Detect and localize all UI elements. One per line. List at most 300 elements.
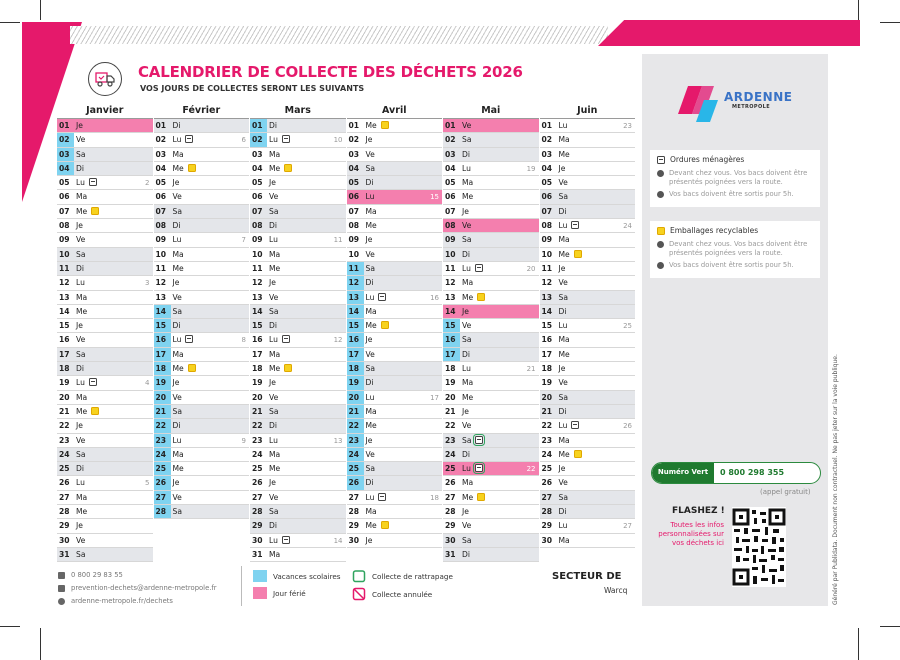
day-cell <box>154 419 250 433</box>
day-name: Je <box>269 378 276 388</box>
day-number: 24 <box>541 449 553 459</box>
day-cell <box>540 376 636 390</box>
day-number: 29 <box>541 521 553 531</box>
day-cell <box>443 376 539 390</box>
day-cell <box>443 176 539 190</box>
day-number: 01 <box>155 121 167 130</box>
day-number: 13 <box>541 292 553 302</box>
truck-icon <box>88 62 122 96</box>
day-cell <box>154 348 250 362</box>
qr-code-icon[interactable] <box>732 507 786 587</box>
day-name: Lu <box>269 135 278 145</box>
day-number: 08 <box>59 221 70 231</box>
day-cell <box>347 233 443 247</box>
day-number: 07 <box>348 206 360 216</box>
day-name: Ma <box>558 335 570 345</box>
day-number: 11 <box>347 262 364 275</box>
info-card-emb <box>650 221 820 278</box>
day-number: 18 <box>154 362 171 375</box>
day-name: Je <box>365 335 373 345</box>
day-name: Ve <box>172 292 182 302</box>
day-name: Ma <box>558 535 570 545</box>
day-number: 08 <box>252 221 263 231</box>
day-cell <box>443 505 539 519</box>
day-name: Ma <box>365 206 377 216</box>
info-row <box>657 190 813 199</box>
day-name: Ma <box>76 292 88 302</box>
day-number: 04 <box>541 163 553 173</box>
day-cell <box>57 305 153 319</box>
day-number: 25 <box>154 462 171 475</box>
brand-name: ARDENNE <box>724 90 793 104</box>
day-cell <box>154 434 250 448</box>
day-cell <box>347 348 443 362</box>
day-number: 19 <box>252 378 263 388</box>
day-cell <box>347 405 443 419</box>
day-name: Ve <box>462 121 472 130</box>
day-cell <box>540 148 636 162</box>
crop-mark <box>880 626 900 627</box>
day-name: Ve <box>462 321 472 331</box>
day-name: Je <box>172 178 180 188</box>
day-cell <box>154 262 250 276</box>
day-cell <box>250 119 346 133</box>
day-cell <box>250 233 346 247</box>
week-number: 22 <box>526 465 536 474</box>
day-number: 17 <box>59 349 70 359</box>
week-number: 5 <box>145 479 150 488</box>
day-name: Me <box>76 507 88 517</box>
day-name: Lu <box>462 464 471 474</box>
day-number: 30 <box>59 535 70 545</box>
day-cell <box>154 205 250 219</box>
day-name: Ma <box>365 306 377 316</box>
day-name: Sa <box>462 235 472 245</box>
week-number: 13 <box>333 436 343 445</box>
day-name: Sa <box>462 535 472 545</box>
day-name: Je <box>558 464 566 474</box>
month-name: Janvier <box>57 104 153 119</box>
week-number: 2 <box>145 179 150 188</box>
day-number: 22 <box>541 421 553 431</box>
month-name: Mai <box>443 104 539 119</box>
day-number: 09 <box>59 235 70 245</box>
month-column <box>443 104 539 559</box>
day-number: 01 <box>348 121 360 130</box>
day-cell <box>154 291 250 305</box>
day-cell <box>57 505 153 519</box>
crop-mark <box>858 628 859 660</box>
day-cell <box>250 505 346 519</box>
day-cell <box>250 205 346 219</box>
day-number: 15 <box>541 321 553 331</box>
day-cell <box>540 534 636 548</box>
day-cell <box>443 262 539 276</box>
day-cell <box>57 291 153 305</box>
day-number: 20 <box>154 391 171 404</box>
day-cell <box>154 248 250 262</box>
trash-bin-icon <box>185 135 193 143</box>
day-number: 19 <box>59 378 70 388</box>
day-number: 05 <box>59 178 70 188</box>
day-name: Me <box>365 321 377 331</box>
week-number: 10 <box>333 136 343 145</box>
day-cell <box>347 305 443 319</box>
day-number: 26 <box>445 478 456 488</box>
trash-bin-icon <box>571 421 579 429</box>
contact-web-text[interactable]: ardenne-metropole.fr/dechets <box>71 597 173 605</box>
day-number: 15 <box>154 319 171 332</box>
crop-mark <box>0 626 20 627</box>
day-name: Je <box>462 306 469 316</box>
day-number: 21 <box>154 405 171 418</box>
day-name: Me <box>172 163 184 173</box>
week-number: 16 <box>430 293 439 302</box>
day-name: Me <box>462 492 474 502</box>
day-name: Me <box>76 206 88 216</box>
day-name: Di <box>365 178 374 188</box>
day-name: Ma <box>76 392 88 402</box>
week-number: 21 <box>526 365 536 374</box>
day-cell <box>57 462 153 476</box>
day-number: 31 <box>252 549 263 559</box>
day-number: 07 <box>541 206 553 216</box>
day-cell <box>154 391 250 405</box>
day-name: Lu <box>365 192 375 202</box>
day-cell <box>154 276 250 290</box>
day-name: Me <box>365 221 377 231</box>
day-number: 11 <box>155 263 167 273</box>
flash-text: Toutes les infos personnalisées sur vos déchets ici <box>658 521 724 547</box>
day-cell <box>540 434 636 448</box>
day-name: Sa <box>76 349 86 359</box>
day-number: 20 <box>59 392 70 402</box>
day-name: Di <box>269 421 277 431</box>
info-title-emb <box>657 226 813 235</box>
day-number: 06 <box>252 192 263 202</box>
day-name: Ma <box>365 406 377 416</box>
day-name: Di <box>558 507 567 517</box>
day-name: Di <box>558 206 567 216</box>
day-number: 05 <box>541 178 553 188</box>
day-name: Ve <box>558 278 568 288</box>
day-cell <box>443 291 539 305</box>
month-column <box>57 104 153 559</box>
day-name: Sa <box>172 507 182 517</box>
recycling-bin-icon <box>284 364 292 372</box>
day-number: 28 <box>541 507 553 517</box>
day-number: 03 <box>445 149 456 159</box>
day-number: 30 <box>445 535 456 545</box>
day-number: 03 <box>348 149 360 159</box>
day-name: Ve <box>462 221 472 231</box>
week-number: 26 <box>623 422 632 431</box>
day-name: Je <box>76 421 83 431</box>
clock-icon <box>657 262 664 269</box>
day-number: 21 <box>347 405 364 418</box>
day-number: 26 <box>154 476 171 489</box>
day-number: 31 <box>59 549 70 559</box>
day-cell <box>154 219 250 233</box>
day-name: Lu <box>558 521 568 531</box>
day-number: 22 <box>154 419 171 432</box>
day-cell <box>347 119 443 133</box>
day-cell <box>443 362 539 376</box>
day-number: 14 <box>252 306 263 316</box>
day-number: 05 <box>348 178 360 188</box>
week-number: 3 <box>145 279 150 288</box>
commune-name: Warcq <box>604 586 628 595</box>
location-pin-icon <box>657 170 664 177</box>
day-cell <box>57 148 153 162</box>
day-cell <box>347 262 443 276</box>
day-cell <box>443 119 539 133</box>
day-number: 17 <box>443 348 460 361</box>
day-name: Ve <box>365 249 375 259</box>
day-number: 13 <box>59 292 70 302</box>
day-name: Je <box>558 163 566 173</box>
day-name: Ve <box>269 392 279 402</box>
day-number: 12 <box>59 278 70 288</box>
contact-email[interactable] <box>58 584 217 592</box>
day-cell <box>154 376 250 390</box>
trash-bin-icon <box>378 493 386 501</box>
trash-bin-icon <box>282 135 290 143</box>
day-cell <box>57 205 153 219</box>
day-name: Me <box>365 521 377 531</box>
day-cell <box>57 262 153 276</box>
day-name: Sa <box>269 306 279 316</box>
day-cell <box>347 291 443 305</box>
day-cell <box>250 276 346 290</box>
info-om-line1: Devant chez vous. Vos bacs doivent être présentés poignées vers la route. <box>669 169 808 186</box>
day-number: 09 <box>155 235 167 245</box>
day-cell <box>540 291 636 305</box>
day-number: 13 <box>155 292 167 302</box>
day-number: 06 <box>445 192 456 202</box>
day-number: 31 <box>445 549 456 559</box>
day-cell <box>57 348 153 362</box>
day-name: Me <box>558 249 570 259</box>
day-number: 27 <box>541 492 553 502</box>
day-number: 24 <box>252 449 263 459</box>
day-cell <box>347 462 443 476</box>
day-name: Me <box>269 163 281 173</box>
day-name: Sa <box>365 263 375 273</box>
day-name: Ve <box>558 178 568 188</box>
day-cell <box>443 348 539 362</box>
day-cell <box>443 276 539 290</box>
day-cell <box>250 162 346 176</box>
day-name: Me <box>558 349 570 359</box>
day-cell <box>347 519 443 533</box>
day-cell <box>443 205 539 219</box>
info-emb-line1: Devant chez vous. Vos bacs doivent être présentés poignées vers la route. <box>669 240 808 257</box>
recycling-bin-icon <box>188 364 196 372</box>
day-cell <box>250 534 346 548</box>
day-name: Je <box>76 521 83 531</box>
day-name: Di <box>462 449 470 459</box>
numero-vert-box[interactable] <box>651 462 821 484</box>
day-name: Ma <box>269 549 281 559</box>
day-cell <box>250 405 346 419</box>
day-cell <box>443 248 539 262</box>
day-number: 29 <box>59 521 70 531</box>
day-name: Lu <box>365 492 375 502</box>
day-name: Me <box>365 421 377 431</box>
day-number: 17 <box>252 349 263 359</box>
day-cell <box>443 448 539 462</box>
day-number: 16 <box>347 333 364 346</box>
day-cell <box>57 434 153 448</box>
day-cell <box>250 519 346 533</box>
day-cell <box>347 176 443 190</box>
day-cell <box>443 333 539 347</box>
day-number: 04 <box>155 163 167 173</box>
legend-annulee-text: Collecte annulée <box>372 589 433 599</box>
day-name: Me <box>76 406 88 416</box>
week-number: 8 <box>241 336 246 345</box>
day-name: Di <box>269 521 277 531</box>
day-number: 17 <box>347 348 364 361</box>
day-number: 29 <box>445 521 456 531</box>
day-cell <box>57 190 153 204</box>
week-number: 6 <box>241 136 246 145</box>
day-cell <box>347 190 443 204</box>
trash-bin-icon <box>475 264 483 272</box>
day-number: 24 <box>347 448 364 461</box>
day-number: 26 <box>541 478 553 488</box>
recycling-bin-icon <box>381 521 389 529</box>
day-cell <box>347 448 443 462</box>
day-cell <box>540 391 636 405</box>
day-cell <box>250 176 346 190</box>
day-cell <box>250 319 346 333</box>
trash-bin-icon <box>378 293 386 301</box>
day-number: 19 <box>347 376 364 389</box>
legend-divider <box>241 566 242 606</box>
day-number: 26 <box>347 476 364 489</box>
day-name: Sa <box>269 507 279 517</box>
day-cell <box>250 548 346 562</box>
day-cell <box>443 162 539 176</box>
day-number: 01 <box>445 121 456 130</box>
trash-bin-icon <box>282 536 290 544</box>
day-cell <box>540 419 636 433</box>
day-name: Ve <box>76 435 86 445</box>
day-name: Sa <box>76 549 86 559</box>
info-row <box>657 240 813 258</box>
day-name: Di <box>365 478 374 488</box>
recycling-bin-icon <box>477 293 485 301</box>
day-number: 20 <box>445 392 456 402</box>
info-emb-line2: Vos bacs doivent être sortis pour 5h. <box>669 261 794 269</box>
day-name: Ve <box>269 492 279 502</box>
day-cell <box>540 133 636 147</box>
brand-subname: METROPOLE <box>732 104 771 110</box>
contact-web[interactable] <box>58 597 173 605</box>
numero-vert-number[interactable]: 0 800 298 355 <box>720 468 785 477</box>
contact-email-text[interactable]: prevention-dechets@ardenne-metropole.fr <box>71 584 217 592</box>
day-cell <box>57 391 153 405</box>
day-number: 27 <box>154 491 171 504</box>
day-name: Lu <box>172 235 182 245</box>
day-number: 15 <box>59 321 70 331</box>
day-cell <box>250 348 346 362</box>
day-cell <box>57 419 153 433</box>
day-number: 05 <box>252 178 263 188</box>
day-name: Di <box>172 321 181 331</box>
day-name: Lu <box>365 292 375 302</box>
month-column <box>540 104 636 556</box>
day-name: Ma <box>172 349 184 359</box>
day-name: Di <box>76 263 84 273</box>
day-cell <box>347 434 443 448</box>
day-cell <box>154 476 250 490</box>
day-cell <box>154 333 250 347</box>
legend-ferie-text: Jour férié <box>273 588 306 598</box>
day-number: 25 <box>445 464 456 474</box>
legend-ferie <box>253 587 306 599</box>
day-cell <box>57 233 153 247</box>
week-number: 15 <box>430 193 439 202</box>
day-name: Je <box>558 364 566 374</box>
day-cell <box>347 391 443 405</box>
day-cell <box>540 233 636 247</box>
day-name: Je <box>462 507 469 517</box>
day-name: Lu <box>172 335 182 345</box>
day-name: Lu <box>76 478 85 488</box>
day-name: Sa <box>462 435 472 445</box>
flash-title: FLASHEZ ! <box>672 506 725 516</box>
day-number: 16 <box>59 335 70 345</box>
day-cell <box>443 133 539 147</box>
day-cell <box>57 491 153 505</box>
day-name: Lu <box>269 235 278 245</box>
day-cell <box>154 190 250 204</box>
day-cell <box>540 219 636 233</box>
day-name: Sa <box>76 149 86 159</box>
day-name: Me <box>365 121 377 130</box>
crop-mark <box>858 0 859 20</box>
day-cell <box>443 391 539 405</box>
day-number: 02 <box>250 133 267 146</box>
day-cell <box>57 133 153 147</box>
cancelled-icon <box>352 587 366 601</box>
day-name: Ve <box>76 135 86 145</box>
day-cell <box>57 176 153 190</box>
day-number: 28 <box>252 507 263 517</box>
day-name: Ma <box>172 249 184 259</box>
day-number: 18 <box>541 364 553 374</box>
day-name: Lu <box>172 435 182 445</box>
day-name: Je <box>269 478 276 488</box>
day-number: 24 <box>59 449 70 459</box>
day-name: Di <box>172 421 181 431</box>
day-cell <box>250 262 346 276</box>
week-number: 25 <box>623 322 632 331</box>
day-number: 14 <box>59 306 70 316</box>
day-name: Ve <box>76 535 86 545</box>
day-name: Di <box>269 121 277 130</box>
day-name: Di <box>365 278 374 288</box>
day-cell <box>540 362 636 376</box>
day-name: Ma <box>269 249 281 259</box>
day-number: 21 <box>445 406 456 416</box>
day-name: Sa <box>462 135 472 145</box>
day-number: 17 <box>154 348 171 361</box>
day-cell <box>443 319 539 333</box>
